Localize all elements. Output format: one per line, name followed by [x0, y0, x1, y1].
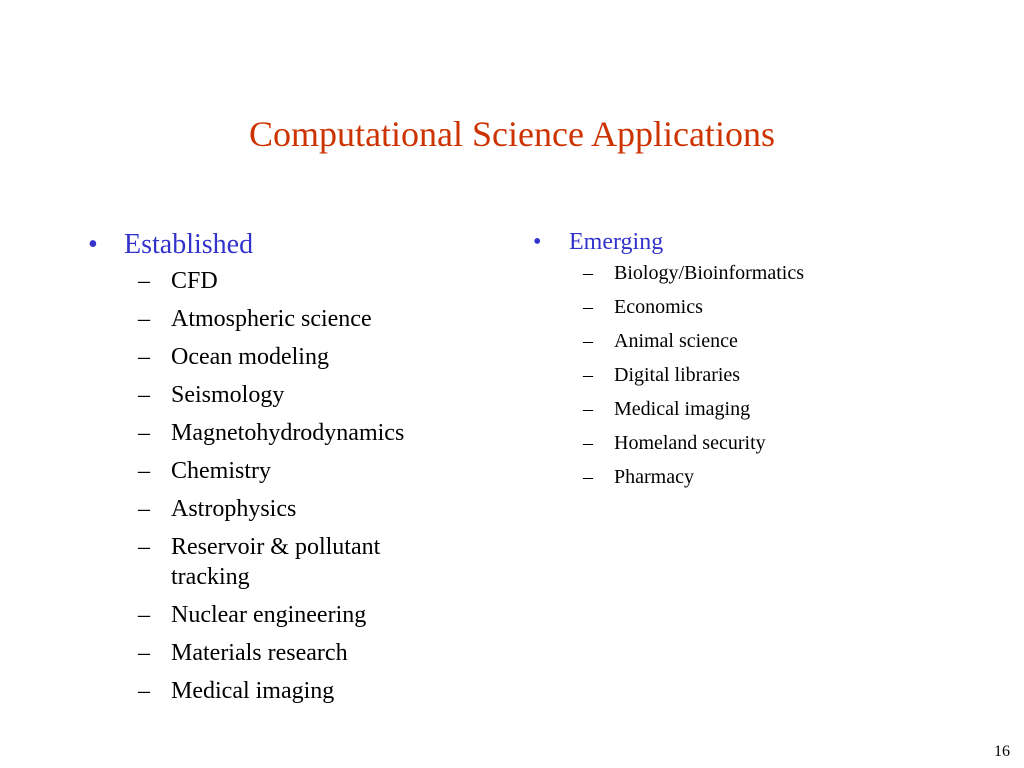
established-list	[88, 266, 488, 706]
dash-icon: –	[138, 382, 150, 408]
dash-icon: –	[138, 306, 150, 332]
emerging-heading: Emerging	[569, 229, 664, 255]
list-item	[533, 260, 953, 286]
list-item-label: Medical imaging	[614, 398, 751, 420]
list-item	[533, 362, 953, 388]
dash-icon: –	[583, 364, 593, 386]
bullet-icon: •	[88, 229, 98, 260]
dash-icon: –	[583, 296, 593, 318]
list-item	[88, 266, 488, 296]
list-item-label: Pharmacy	[614, 466, 694, 488]
list-item-label: Materials research	[171, 640, 348, 666]
list-item-label: Ocean modeling	[171, 344, 329, 370]
list-item-label: Economics	[614, 296, 703, 318]
list-item	[88, 380, 488, 410]
list-item-label: CFD	[171, 268, 218, 294]
list-item-label: Chemistry	[171, 458, 271, 484]
list-item	[88, 494, 488, 524]
list-item-label: Animal science	[614, 330, 738, 352]
list-item-label: Nuclear engineering	[171, 602, 367, 628]
dash-icon: –	[138, 268, 150, 294]
dash-icon: –	[583, 330, 593, 352]
dash-icon: –	[138, 496, 150, 522]
established-heading-row	[88, 226, 488, 264]
emerging-list	[533, 260, 953, 490]
list-item-label: Magnetohydrodynamics	[171, 420, 405, 446]
emerging-heading-row	[533, 226, 953, 258]
list-item	[88, 418, 488, 448]
dash-icon: –	[138, 458, 150, 484]
list-item-label: Digital libraries	[614, 364, 741, 386]
list-item	[533, 294, 953, 320]
bullet-icon: •	[533, 229, 542, 255]
dash-icon: –	[583, 262, 593, 284]
dash-icon: –	[138, 534, 150, 560]
page-number: 16	[994, 743, 1010, 760]
emerging-column	[533, 226, 953, 498]
dash-icon: –	[583, 432, 593, 454]
dash-icon: –	[583, 398, 593, 420]
list-item	[88, 304, 488, 334]
dash-icon: –	[138, 678, 150, 704]
dash-icon: –	[138, 344, 150, 370]
dash-icon: –	[138, 420, 150, 446]
list-item	[88, 532, 441, 592]
list-item-label: Seismology	[171, 382, 285, 408]
dash-icon: –	[138, 640, 150, 666]
list-item	[533, 430, 953, 456]
list-item	[88, 600, 488, 630]
list-item	[533, 396, 953, 422]
list-item	[533, 464, 953, 490]
list-item-label: Atmospheric science	[171, 306, 372, 332]
list-item-label: Biology/Bioinformatics	[614, 262, 804, 284]
established-column	[88, 226, 488, 714]
established-heading: Established	[124, 229, 254, 260]
list-item	[88, 676, 488, 706]
list-item-label: Astrophysics	[171, 496, 297, 522]
list-item-label: Reservoir & pollutant tracking	[171, 534, 381, 590]
dash-icon: –	[583, 466, 593, 488]
list-item	[533, 328, 953, 354]
slide-title: Computational Science Applications	[249, 114, 775, 154]
dash-icon: –	[138, 602, 150, 628]
list-item	[88, 456, 488, 486]
list-item	[88, 342, 488, 372]
list-item-label: Medical imaging	[171, 678, 335, 704]
list-item	[88, 638, 488, 668]
list-item-label: Homeland security	[614, 432, 766, 454]
